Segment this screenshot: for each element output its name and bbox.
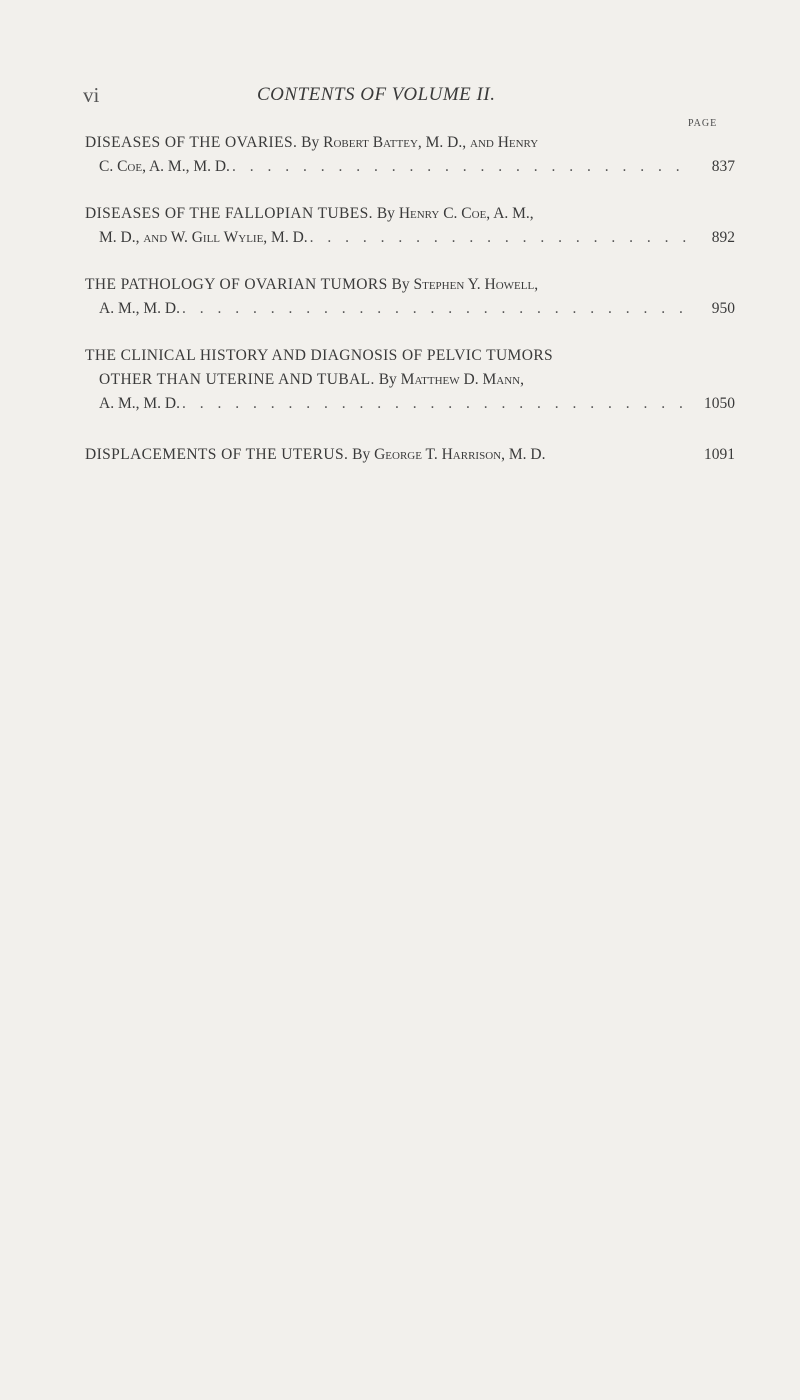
entry-title: THE PATHOLOGY OF OVARIAN TUMORS bbox=[85, 276, 388, 293]
entry-authors-cont: A. M., M. D. bbox=[99, 395, 180, 412]
entry-page: 892 bbox=[711, 229, 735, 246]
page-title: CONTENTS OF VOLUME II. bbox=[257, 84, 496, 105]
entry-title: DISPLACEMENTS OF THE UTERUS. bbox=[85, 446, 349, 463]
entry-title-cont: OTHER THAN UTERINE AND TUBAL. bbox=[99, 371, 375, 388]
entry-by: By bbox=[376, 205, 395, 222]
entry-title: DISEASES OF THE OVARIES. bbox=[85, 134, 298, 151]
toc-entry-ovaries bbox=[85, 131, 735, 179]
toc-entry-fallopian-tubes bbox=[85, 202, 735, 250]
page-number: vi bbox=[83, 83, 100, 107]
dot-leader bbox=[182, 392, 693, 416]
entry-title: THE CLINICAL HISTORY AND DIAGNOSIS OF PELVIC TUMORS bbox=[85, 347, 554, 364]
entry-authors-cont: A. M., M. D. bbox=[99, 300, 180, 317]
entry-by: By bbox=[352, 446, 371, 463]
entry-authors: Robert Battey, M. D., and Henry bbox=[323, 134, 539, 151]
entry-authors: Stephen Y. Howell, bbox=[413, 276, 539, 293]
dot-leader bbox=[182, 297, 693, 321]
entry-authors: George T. Harrison, M. D. bbox=[374, 446, 546, 463]
entry-page: 837 bbox=[711, 158, 735, 175]
table-of-contents bbox=[85, 131, 735, 490]
page-column-label: PAGE bbox=[688, 118, 718, 129]
entry-page: 1091 bbox=[704, 446, 735, 463]
dot-leader bbox=[310, 226, 693, 250]
entry-title: DISEASES OF THE FALLOPIAN TUBES. bbox=[85, 205, 373, 222]
entry-page: 1050 bbox=[704, 395, 735, 412]
toc-entry-ovarian-tumors bbox=[85, 273, 735, 321]
entry-page: 950 bbox=[711, 300, 735, 317]
dot-leader bbox=[232, 155, 693, 179]
entry-by: By bbox=[391, 276, 410, 293]
entry-by: By bbox=[301, 134, 320, 151]
entry-authors-cont: M. D., and W. Gill Wylie, M. D. bbox=[99, 229, 308, 246]
entry-authors: Matthew D. Mann, bbox=[400, 371, 524, 388]
toc-entry-displacements bbox=[85, 443, 735, 467]
entry-authors: Henry C. Coe, A. M., bbox=[398, 205, 534, 222]
entry-authors-cont: C. Coe, A. M., M. D. bbox=[99, 158, 230, 175]
entry-by: By bbox=[378, 371, 397, 388]
toc-entry-pelvic-tumors bbox=[85, 344, 735, 416]
